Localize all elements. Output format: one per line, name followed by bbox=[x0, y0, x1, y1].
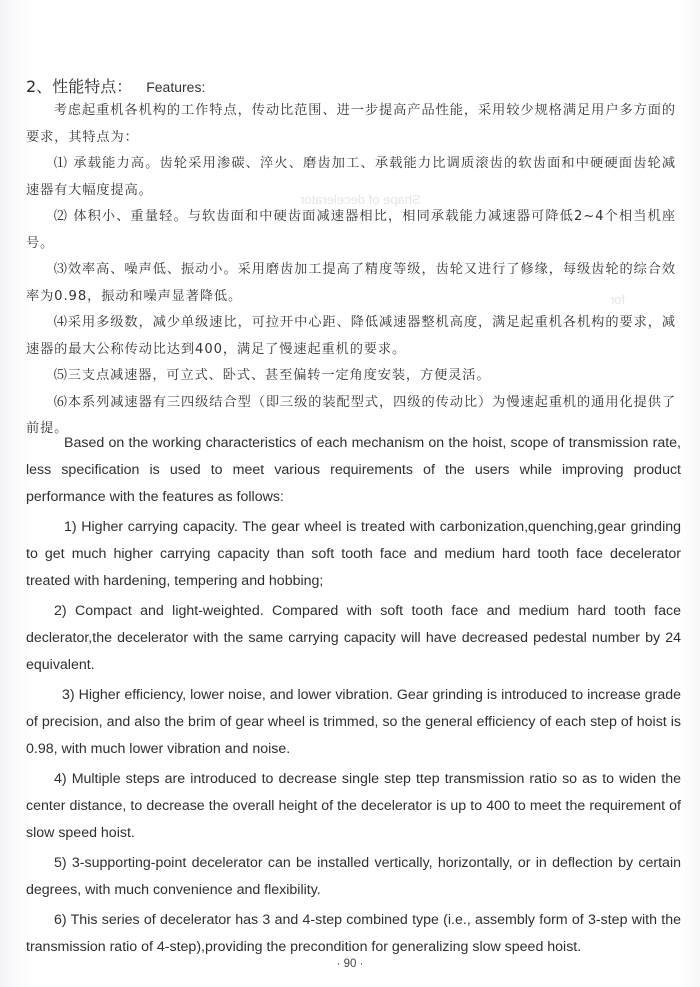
section-title-en: Features: bbox=[146, 79, 206, 95]
section-number: 2、 bbox=[26, 77, 53, 96]
chinese-feature-1: ⑴ 承载能力高。齿轮采用渗碳、淬火、磨齿加工、承载能力比调质滚齿的软齿面和中硬硬面齿轮减速器有大幅度提高。 bbox=[26, 156, 676, 198]
chinese-intro: 考虑起重机各机构的工作特点，传动比范围、进一步提高产品性能，采用较少规格满足用户多方面的要求，其特点为： bbox=[26, 103, 676, 145]
section-title-cn: 性能特点： bbox=[52, 77, 133, 96]
english-feature-6: 6) This series of decelerator has 3 and 4-step combined type (i.e., assembly form of 3-step with the transmission ratio of 4-step),providing the precondition for generalizing slow speed hoist. bbox=[26, 912, 681, 955]
chinese-feature-2: ⑵ 体积小、重量轻。与软齿面和中硬齿面减速器相比，相同承载能力减速器可降低2~4个相当机座号。 bbox=[26, 209, 676, 251]
show-through-artifact: Shape of decelerator bbox=[300, 192, 421, 207]
english-section bbox=[26, 430, 681, 961]
chinese-section bbox=[26, 98, 676, 443]
english-feature-4: 4) Multiple steps are introduced to decrease single step ttep transmission ratio so as to widen the center distance, to decrease the overall height of the decelerator is up to 400 to meet the requirement of slow speed hoist. bbox=[26, 771, 681, 841]
chinese-feature-6: ⑹本系列减速器有三四级结合型（即三级的装配型式，四级的传动比）为慢速起重机的通用化提供了前提。 bbox=[26, 394, 676, 436]
chinese-feature-3: ⑶效率高、噪声低、振动小。采用磨齿加工提高了精度等级，齿轮又进行了修缘，每级齿轮的综合效率为0.98，振动和噪声显著降低。 bbox=[26, 262, 676, 304]
section-heading bbox=[26, 74, 205, 97]
english-feature-2: 2) Compact and light-weighted. Compared with soft tooth face and medium hard tooth face declerator,the decelerator with the same carrying capacity will have decreased pedestal number by 24 equivalent. bbox=[26, 603, 681, 673]
english-feature-5: 5) 3-supporting-point decelerator can be installed vertically, horizontally, or in deflection by certain degrees, with much convenience and flexibility. bbox=[26, 855, 681, 898]
english-feature-1: 1) Higher carrying capacity. The gear wheel is treated with carbonization,quenching,gear grinding to get much higher carrying capacity than soft tooth face and medium hard tooth face decelerator treated with hardening, tempering and hobbing; bbox=[26, 519, 681, 589]
chinese-feature-5: ⑸三支点减速器，可立式、卧式、甚至偏转一定角度安装，方便灵活。 bbox=[53, 368, 491, 383]
english-intro: Based on the working characteristics of each mechanism on the hoist, scope of transmission rate, less specification is used to meet various requirements of the users while improving product performance with the features as follows: bbox=[26, 435, 681, 505]
page-number: · 90 · bbox=[336, 958, 364, 970]
show-through-artifact: for bbox=[610, 292, 626, 307]
english-feature-3: 3) Higher efficiency, lower noise, and lower vibration. Gear grinding is introduced to increase grade of precision, and also the brim of gear wheel is trimmed, so the general efficiency of each step of hoist is 0.98, with much lower vibration and noise. bbox=[26, 687, 681, 757]
chinese-feature-4: ⑷采用多级数，减少单级速比，可拉开中心距、降低减速器整机高度，满足起重机各机构的要求，减速器的最大公称传动比达到400，满足了慢速起重机的要求。 bbox=[26, 315, 676, 357]
